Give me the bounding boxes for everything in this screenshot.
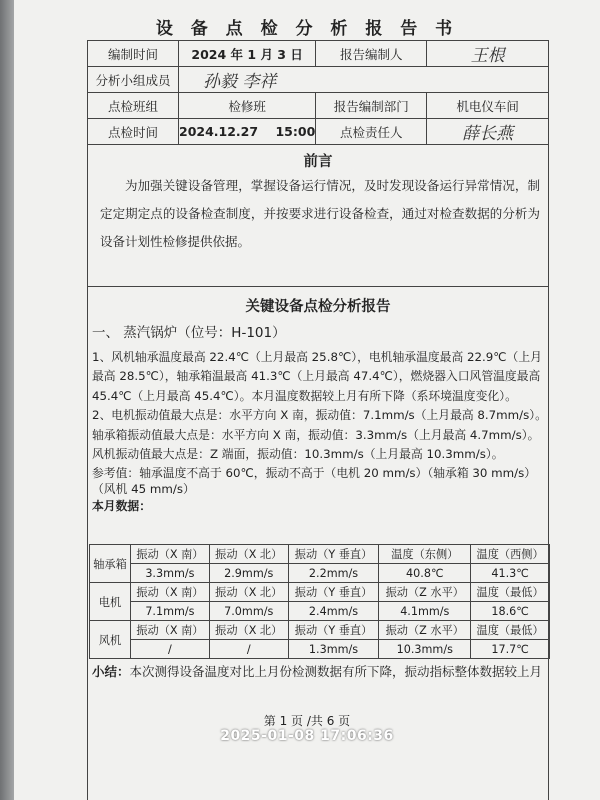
table-cell: 3.3mm/s [131,564,210,583]
inspect-time-value: 2024.12.27 15:00 [179,119,316,145]
document-title: 设 备 点 检 分 析 报 告 书 [155,19,459,39]
responsible-signature: 薛长燕 [427,119,549,145]
summary-label: 小结： [92,664,130,679]
table-row [90,583,550,602]
table-row [90,621,550,640]
month-data-table [89,544,550,659]
fan-vibration-paragraph: 风机振动值最大点是：Z 端面，振动值：10.3mm/s（上月最高 10.3mm/s）。 [92,447,504,461]
section-boiler-title: 一、 蒸汽锅炉（位号：H-101） [92,325,286,341]
compile-time-value: 2024 年 1 月 3 日 [179,41,316,67]
responsible-label: 点检责任人 [316,119,427,145]
table-row [90,564,550,583]
preface-text: 为加强关键设备管理，掌握设备运行情况，及时发现设备运行异常情况，制定定期定点的设备检查制度，并按要求进行设备检查，通过对检查数据的分析为设备计划性检修提供依据。 [100,178,540,249]
table-cell: 振动（Y 垂直） [288,621,379,640]
table-cell: 轴承箱 [90,545,131,583]
table-cell: 2.2mm/s [288,564,379,583]
table-cell: 温度（最低） [471,621,550,640]
table-cell: 41.3℃ [471,564,550,583]
reference-paragraph: 参考值：轴承温度不高于 60℃，振动不高于（电机 20 mm/s）（轴承箱 30 mm/s）（风机 45 mm/s） [92,465,537,496]
table-cell: 电机 [90,583,131,621]
dept-label: 报告编制部门 [316,93,427,119]
report-heading: 关键设备点检分析报告 [245,299,391,315]
table-cell: 40.8℃ [379,564,471,583]
table-cell: 10.3mm/s [379,640,471,659]
header-table [87,40,549,145]
table-cell: 18.6℃ [471,602,550,621]
page-edge-shadow [0,0,14,800]
photo-timestamp: 2025-01-08 17:06:36 [220,728,394,744]
table-cell: 振动（Y 垂直） [288,583,379,602]
table-cell: 振动（Z 水平） [379,621,471,640]
members-label: 分析小组成员 [88,67,179,93]
table-cell: 振动（X 南） [131,545,210,564]
month-data-label: 本月数据： [92,498,151,513]
table-cell: 7.1mm/s [131,602,210,621]
table-cell: 振动（X 北） [209,545,288,564]
section-divider [87,286,549,287]
table-row [90,640,550,659]
table-cell: / [209,640,288,659]
table-cell: 振动（Z 水平） [379,583,471,602]
table-cell: 风机 [90,621,131,659]
table-cell: 4.1mm/s [379,602,471,621]
table-cell: 振动（X 北） [209,621,288,640]
preface-heading: 前言 [303,154,333,170]
table-cell: 振动（X 北） [209,583,288,602]
table-cell: 振动（X 南） [131,583,210,602]
page-number: 第 1 页 /共 6 页 [263,714,351,728]
summary [92,662,548,680]
team-label: 点检班组 [88,93,179,119]
table-cell: 温度（最低） [471,583,550,602]
compile-time-label: 编制时间 [88,41,179,67]
report-author-signature: 王根 [427,41,549,67]
dept-value: 机电仪车间 [427,93,549,119]
table-cell: 2.4mm/s [288,602,379,621]
bearing-vibration-paragraph: 轴承箱振动值最大点是：水平方向 X 南，振动值：3.3mm/s（上月最高 4.7mm/s）。 [92,427,540,442]
report-author-label: 报告编制人 [316,41,427,67]
members-signature: 孙毅 李祥 [179,67,549,93]
table-row [90,602,550,621]
table-cell: 振动（X 南） [131,621,210,640]
table-row [90,545,550,564]
report-body [92,324,550,516]
table-cell: / [131,640,210,659]
table-cell: 2.9mm/s [209,564,288,583]
table-cell: 17.7℃ [471,640,550,659]
summary-text: 本次测得设备温度对比上月份检测数据有所下降，振动指标整体数据较上月 [129,664,543,679]
temperature-paragraph: 1、风机轴承温度最高 22.4℃（上月最高 25.8℃），电机轴承温度最高 22.9℃（上月最高 28.5℃），轴承箱温最高 41.3℃（上月最高 47.4℃），燃烧器入口风管温度最高 45.4℃（上月最高 45.4℃）。本月温度数据较上月有所下降（系环境温度变化）。 [92,349,542,403]
table-cell: 1.3mm/s [288,640,379,659]
motor-vibration-paragraph: 2、电机振动值最大点是：水平方向 X 南，振动值：7.1mm/s（上月最高 8.7mm/s）。 [92,408,547,422]
table-cell: 振动（Y 垂直） [288,545,379,564]
inspect-time-label: 点检时间 [88,119,179,145]
team-value: 检修班 [179,93,316,119]
table-cell: 温度（西侧） [471,545,550,564]
table-cell: 温度（东侧） [379,545,471,564]
table-cell: 7.0mm/s [209,602,288,621]
